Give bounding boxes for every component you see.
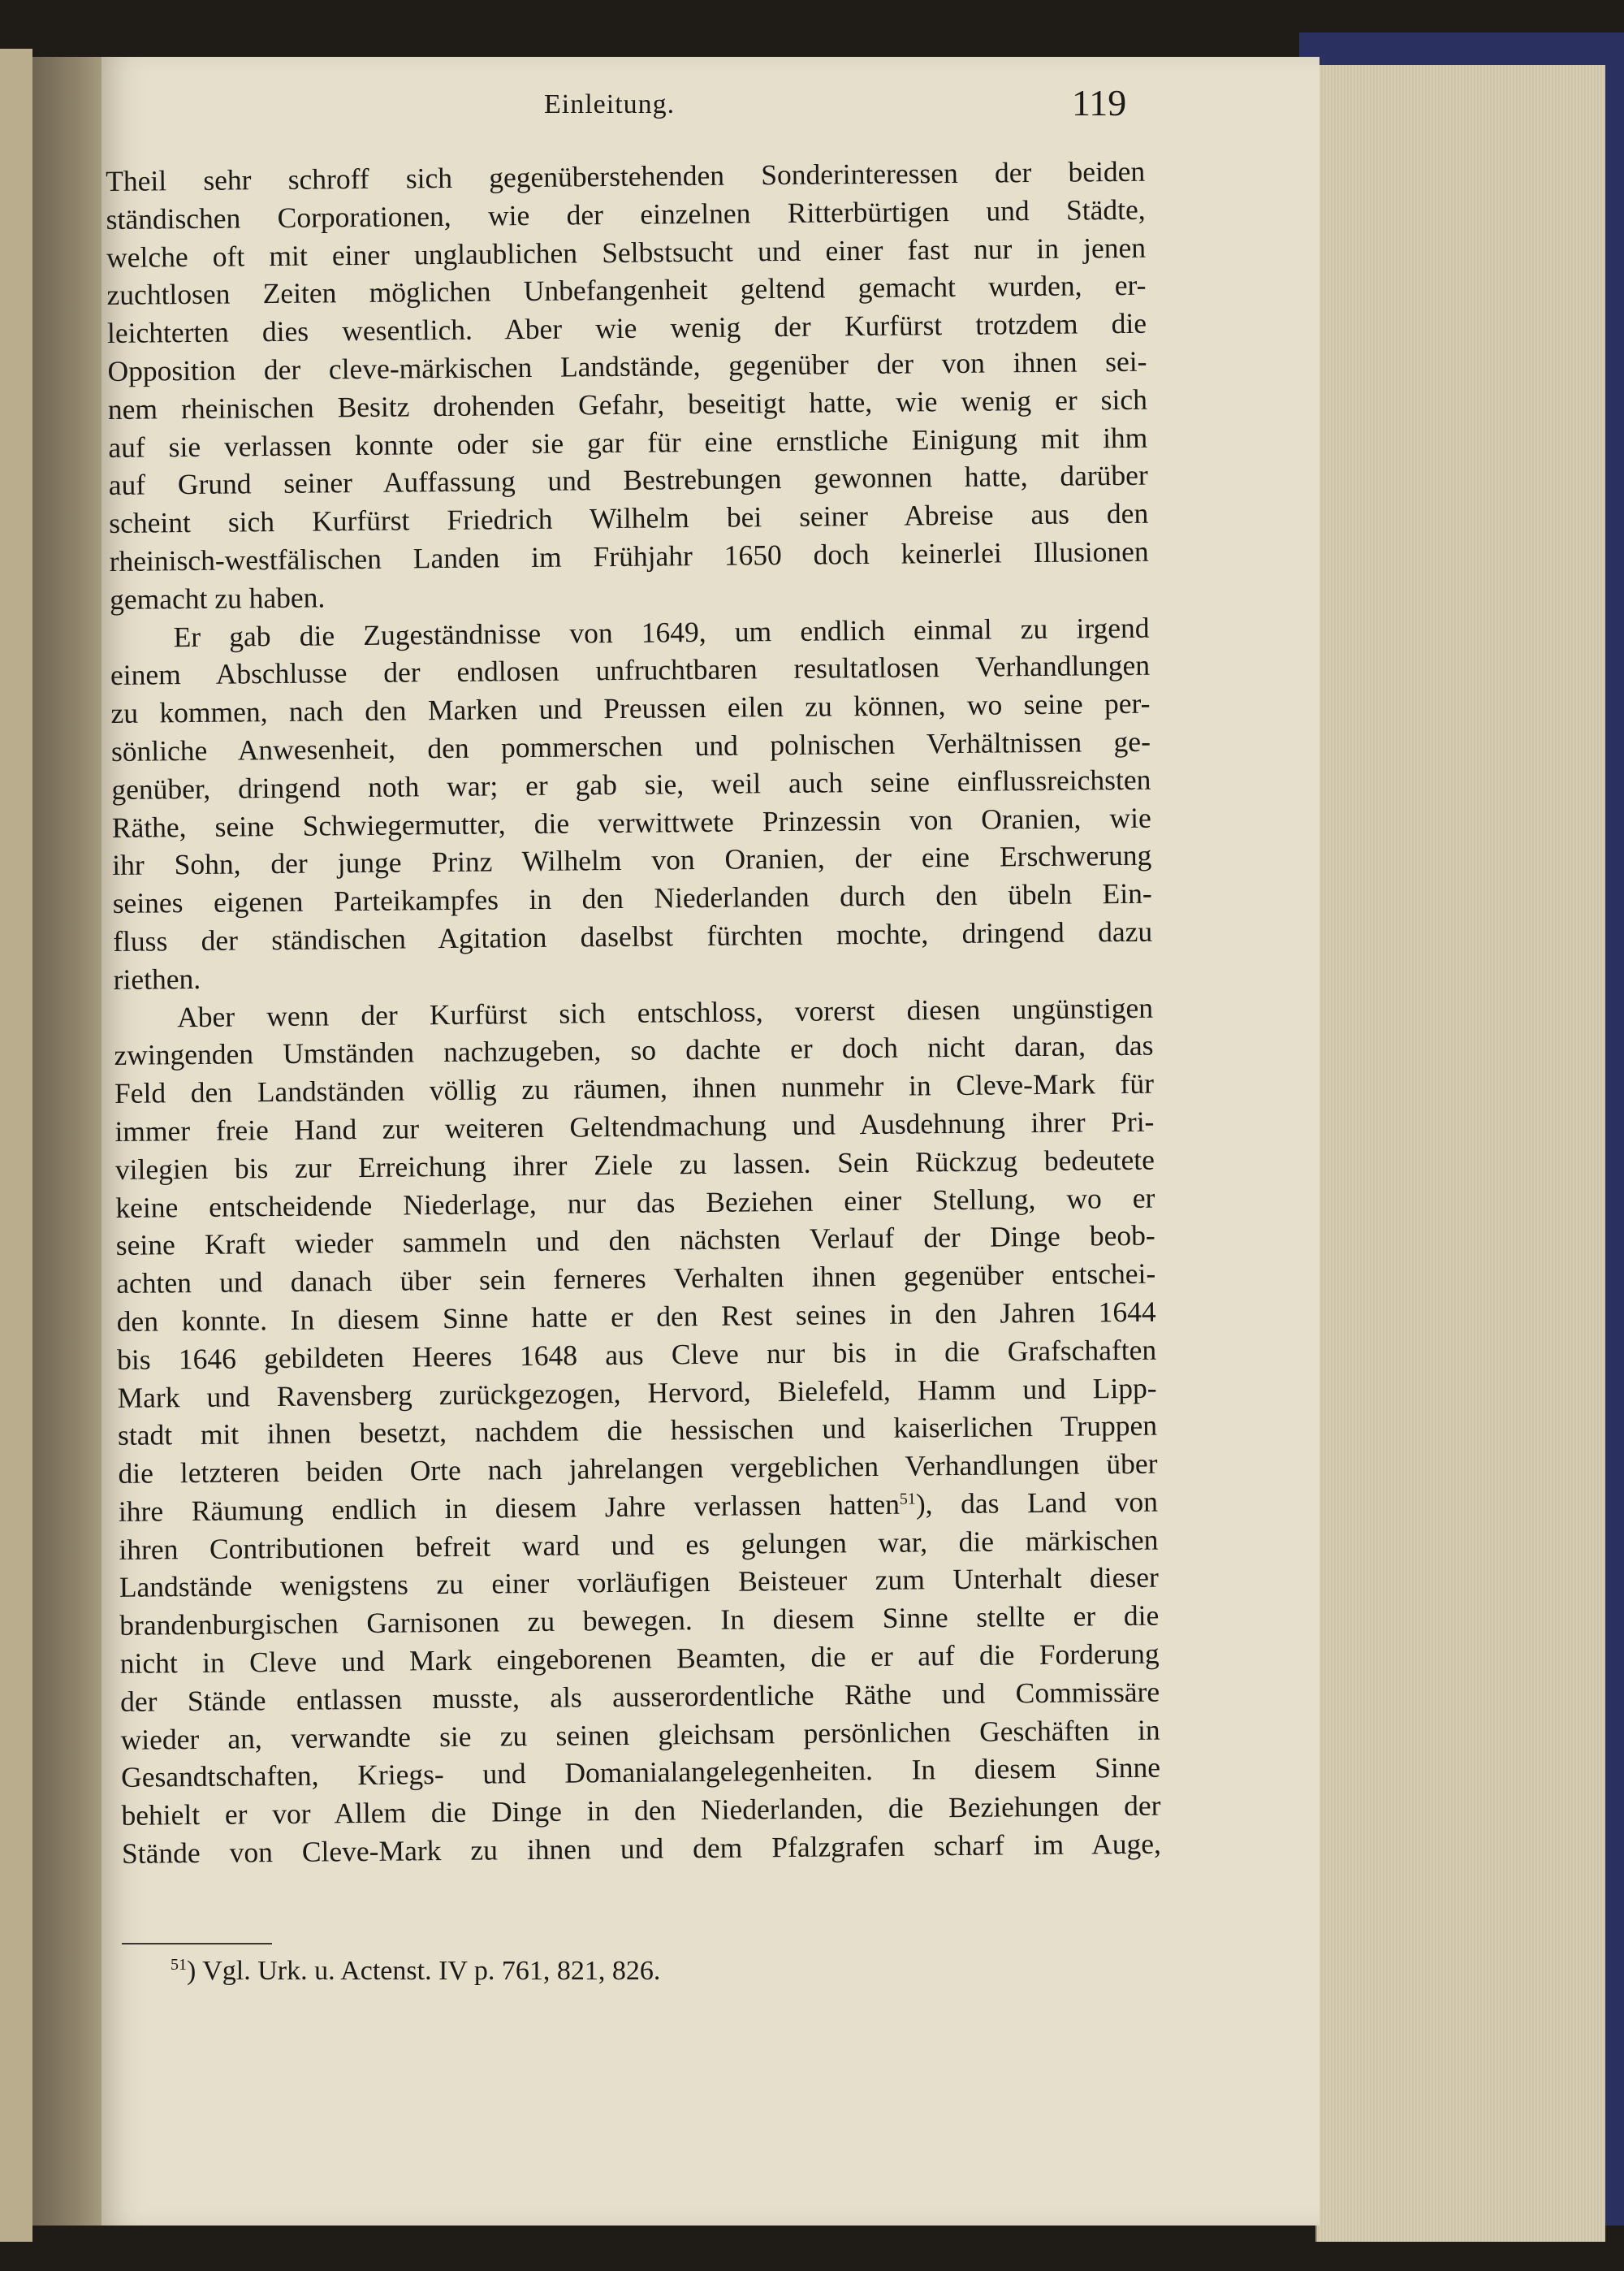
book-gutter [32, 57, 102, 2226]
text-line: welche oft mit einer unglaublichen Selbstsucht und einer fast nur in jenen [106, 231, 1147, 274]
text-line: scheint sich Kurfürst Friedrich Wilhelm bei seiner Abreise aus den [109, 496, 1149, 540]
text-fragment: ihre Räumung endlich in diesem Jahre verlassen hatten [118, 1487, 901, 1528]
text-line: Theil sehr schroff sich gegenüberstehenden Sonderinteressen der beiden [106, 154, 1146, 197]
text-line: achten und danach über sein ferneres Verhalten ihnen gegenüber entschei- [116, 1257, 1156, 1300]
text-line: behielt er vor Allem die Dinge in den Niederlanden, die Beziehungen der [121, 1789, 1161, 1832]
page-number: 119 [1072, 82, 1127, 123]
text-line: auf sie verlassen konnte oder sie gar für eine ernstliche Einigung mit ihm [108, 421, 1148, 464]
text-line: Räthe, seine Schwiegermutter, die verwittwete Prinzessin von Oranien, wie [111, 801, 1151, 844]
text-line: gemacht zu haben. [109, 581, 326, 616]
page-stack-edge [1315, 65, 1605, 2242]
text-line: Feld den Landständen völlig zu räumen, ihnen nunmehr in Cleve-Mark für [114, 1066, 1155, 1110]
text-line: keine entscheidende Niederlage, nur das Beziehen einer Stellung, wo er [115, 1181, 1155, 1224]
text-line: auf Grund seiner Auffassung und Bestrebungen gewonnen hatte, darüber [108, 459, 1148, 502]
text-line: fluss der ständischen Agitation daselbst fürchten mochte, dringend dazu [113, 915, 1153, 958]
paragraph-3 [114, 988, 1161, 1873]
text-line: Er gab die Zugeständnisse von 1649, um endlich einmal zu irgend [173, 611, 1150, 653]
text-line: immer freie Hand zur weiteren Geltendmachung und Ausdehnung ihrer Pri- [114, 1105, 1155, 1148]
text-line: Gesandtschaften, Kriegs- und Domanialangelegenheiten. In diesem Sinne [120, 1751, 1161, 1794]
text-line: vilegien bis zur Erreichung ihrer Ziele zu lassen. Sein Rückzug bedeutete [114, 1143, 1155, 1186]
text-line: Mark und Ravensberg zurückgezogen, Hervord, Bielefeld, Hamm und Lipp- [117, 1371, 1157, 1414]
text-line: zuchtlosen Zeiten möglichen Unbefangenheit geltend gemacht wurden, er- [106, 269, 1147, 312]
left-page-edge [0, 49, 32, 2242]
text-line: den konnte. In diesem Sinne hatte er den Rest seines in den Jahren 1644 [116, 1295, 1156, 1338]
paragraph-1 [106, 153, 1149, 619]
text-line: wieder an, verwandte sie zu seinen gleichsam persönlichen Geschäften in [120, 1713, 1160, 1756]
page-header [106, 81, 1145, 146]
text-line: leichterten dies wesentlich. Aber wie wenig der Kurfürst trotzdem die [106, 306, 1147, 350]
footnote-ref: 51 [899, 1490, 916, 1508]
running-title: Einleitung. [544, 89, 676, 119]
paragraph-2 [110, 608, 1152, 998]
body-text [106, 153, 1161, 1873]
text-line: Stände von Cleve-Mark zu ihnen und dem Pfalzgrafen scharf im Auge, [121, 1827, 1162, 1870]
text-line: ihren Contributionen befreit ward und es gelungen war, die märkischen [119, 1523, 1159, 1566]
text-line: ständischen Corporationen, wie der einzelnen Ritterbürtigen und Städte, [106, 192, 1146, 236]
footnote-mark: 51 [171, 1956, 187, 1974]
text-line: Opposition der cleve-märkischen Landstände, gegenüber der von ihnen sei- [107, 344, 1147, 387]
text-line: seine Kraft wieder sammeln und den nächsten Verlauf der Dinge beob- [115, 1218, 1155, 1262]
text-line: nem rheinischen Besitz drohenden Gefahr, beseitigt hatte, wie wenig er sich [107, 383, 1148, 426]
text-line: genüber, dringend noth war; er gab sie, weil auch seine einflussreichsten [111, 763, 1151, 806]
text-line: die letzteren beiden Orte nach jahrelangen vergeblichen Verhandlungen über [118, 1447, 1158, 1490]
footnote [171, 1956, 660, 1987]
text-fragment: ), das Land von [915, 1485, 1159, 1520]
text-line: einem Abschlusse der endlosen unfruchtbaren resultatlosen Verhandlungen [110, 649, 1151, 692]
text-line: ihr Sohn, der junge Prinz Wilhelm von Oranien, der eine Erschwerung [112, 839, 1152, 882]
text-line: brandenburgischen Garnisonen zu bewegen. In diesem Sinne stellte er die [119, 1598, 1160, 1642]
text-line: bis 1646 gebildeten Heeres 1648 aus Cleve nur bis in die Grafschaften [116, 1333, 1157, 1376]
text-line: zu kommen, nach den Marken und Preussen eilen zu können, wo seine per- [110, 686, 1151, 730]
text-line: sönliche Anwesenheit, den pommerschen und polnischen Verhältnissen ge- [110, 725, 1151, 768]
text-line: riethen. [113, 962, 201, 996]
footnote-text: ) Vgl. Urk. u. Actenst. IV p. 761, 821, 826. [187, 1956, 661, 1986]
text-line: der Stände entlassen musste, als ausserordentliche Räthe und Commissäre [119, 1675, 1160, 1718]
text-line: seines eigenen Parteikampfes in den Niederlanden durch den übeln Ein- [112, 876, 1152, 920]
text-line: rheinisch-westfälischen Landen im Frühjahr 1650 doch keinerlei Illusionen [109, 534, 1149, 577]
text-line: stadt mit ihnen besetzt, nachdem die hessischen und kaiserlichen Truppen [117, 1408, 1158, 1452]
text-line: nicht in Cleve und Mark eingeborenen Beamten, die er auf die Forderung [119, 1637, 1160, 1680]
text-line: Aber wenn der Kurfürst sich entschloss, vorerst diesen ungünstigen [176, 991, 1154, 1033]
text-line: Landstände wenigstens zu einer vorläufigen Beisteuer zum Unterhalt dieser [119, 1561, 1159, 1604]
footnote-rule [122, 1943, 272, 1944]
text-line: zwingenden Umständen nachzugeben, so dachte er doch nicht daran, das [114, 1028, 1154, 1072]
